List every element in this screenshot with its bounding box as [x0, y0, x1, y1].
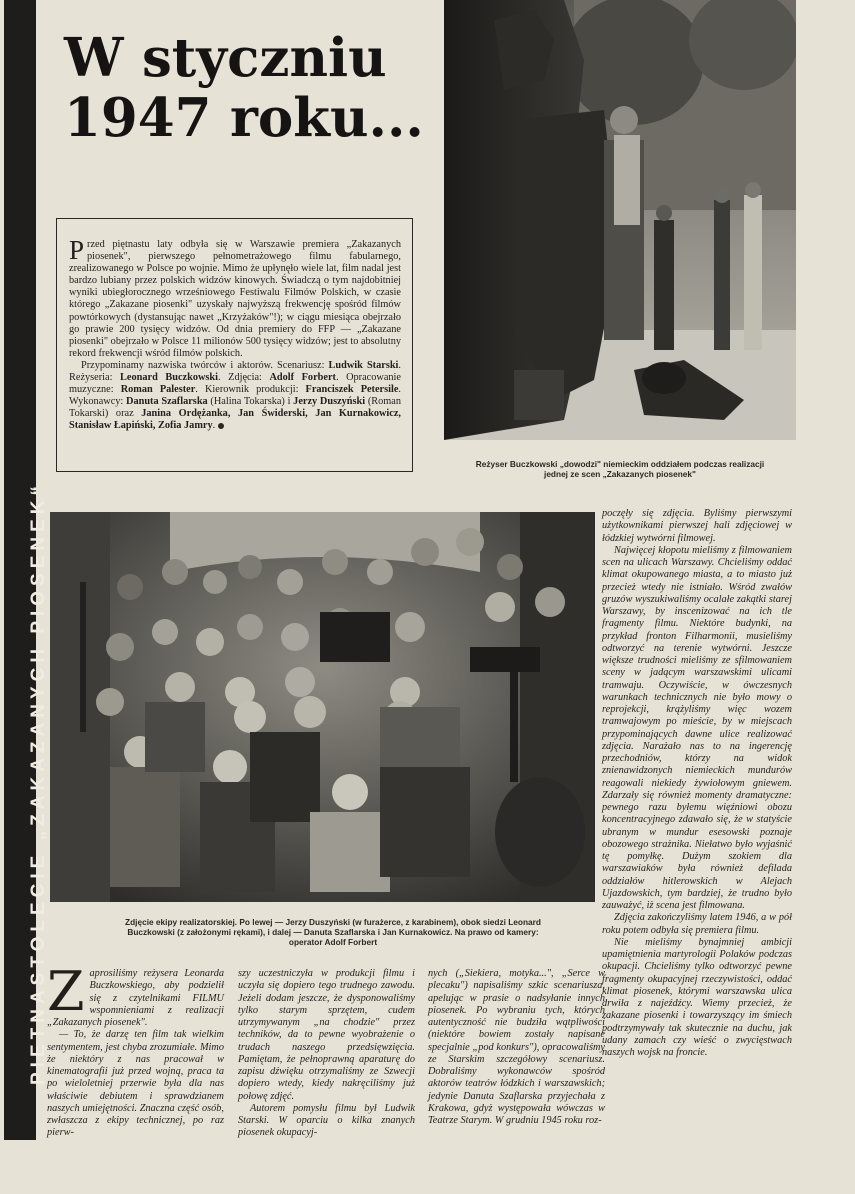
col-b2-p1: szy uczestniczyła w produkcji filmu i uczyła się dopiero tego trudnego zawodu. Jeżeli dodam jeszcze, że dysponowaliśmy tylko starym sprzętem, cudem utrzymywanym „na chodzie" przez techników, da to pewne wyobrażenie o trudach naszego przedsięwzięcia. Pamiętam, że pełnoprawną aparaturę do zapisu dźwięku otrzymaliśmy ze Szwecji dopiero wtedy, kiedy nakręciliśmy już połowę zdjęć. [238, 968, 415, 1102]
photo-film-crew-image [50, 512, 595, 902]
photo-director-soldiers-image [444, 0, 796, 440]
credit-music: Roman Palester [120, 384, 196, 396]
col-right-p2: Najwięcej kłopotu mieliśmy z filmowaniem scen na ulicach Warszawy. Chcieliśmy oddać klimat okupowanego miasta, a to miasto już przecież wtedy nie istniało. Wśród zwałów gruzów wyszukiwaliśmy ocalałe zakątki starej Warszawy, by inscenizować na ich tle fragmenty filmu. Niektóre budynki, na przykład fronton Filharmonii, musieliśmy odtworzyć na terenie wytwórni. Jeszcze większe trudności mieliśmy ze sfilmowaniem sceny w jadącym warszawskimi ulicami tramwaju. Oczywiście, w ówczesnych warunkach technicznych nie było mowy o reprojekcji, krążyliśmy więc wozem tramwajowym po mieście, by w miejscach przypominających dawne ulice realizować zdjęcia. Narażało nas to na ingerencję przechodniów, którzy na widok znienawidzonych niemieckich mundurów reagowali niekiedy żywiołowym gniewem. Zdarzały się również momenty dramatyczne: pewnego razu byłemu więźniowi obozu koncentracyjnego zdawało się, że w statyście ubranym w mundur esesowski poznaje obozowego strażnika. Niełatwo było wyjaśnić tę pomyłkę. Dużym szokiem dla warszawiaków była również defilada oddziałów hitlerowskich w Alejach Ujazdowskich, tym bardziej, że trudno było zauważyć, iż scena jest filmowana. [602, 544, 792, 911]
credit-label-photo: . Zdjęcia: [218, 372, 270, 384]
credit-cast-2-role: (Roman Tokarski) oraz [69, 396, 402, 420]
caption-crew-photo: Zdjęcie ekipy realizatorskiej. Po lewej — Jerzy Duszyński (w furażerce, z karabinem), obok siedzi Leonard Buczkowski (z założonymi rękami), i dalej — Danuta Szaflarska i Jan Kurnakowicz. Na prawo od kamery: operator Adolf Forbert [125, 917, 541, 947]
credits-end: . [212, 420, 216, 432]
col-right-p4: Nie mieliśmy bynajmniej ambicji upamiętnienia martyrologii Polaków podczas okupacji. Chcieliśmy tylko odtworzyć pewne fragmenty okupacyjnej rzeczywistości, oddać klimat piosenek, którymi warszawska ulica drwiła z najeźdźcy. Wiemy przecież, że zakazane piosenki i towarzyszący im śmiech podtrzymywały tak skutecznie na duchu, jak udany zamach czy wieść o zwycięstwach naszych wojsk na froncie. [602, 936, 792, 1058]
credit-cast-2: Jerzy Duszyński [293, 396, 366, 408]
caption-top-photo: Reżyser Buczkowski „dowodzi" niemieckim oddziałem podczas realizacji jednej ze scen „Zakazanych piosenek" [475, 459, 765, 479]
article-column-bottom-3 [428, 968, 605, 1127]
article-column-right [602, 508, 792, 1059]
article-column-bottom-2 [238, 968, 415, 1140]
headline-line-2: 1947 roku... [64, 87, 424, 149]
headline-line-1: W styczniu [64, 27, 387, 89]
article-column-bottom-1 [47, 960, 224, 1140]
credit-label-director: . Reżyseria: [69, 359, 401, 384]
credit-cast-rest: Janina Ordężanka, Jan Świderski, Jan Kurnakowicz, Stanisław Łapiński, Zofia Jamry [69, 408, 401, 432]
credit-screenplay: Ludwik Starski [328, 359, 399, 371]
intro-paragraph-2 [69, 360, 401, 433]
intro-box [56, 218, 413, 472]
headline [64, 28, 434, 148]
side-banner [4, 0, 49, 1140]
intro-text-1: rzed piętnastu laty odbyła się w Warszawie premiera „Zakazanych piosenek", pierwszego pełnometrażowego filmu fabularnego, zrealizowanego w Polsce po wojnie. Mimo że upłynęło wiele lat, film nadal jest bardzo lubiany przez polskich widzów kinowych. Świadczą o tym najdobitniej wyniki ubiegłorocznego wrześniowego Festiwalu Filmów Polskich, w czasie którego „Zakazane piosenki" uzyskały najwyższą frekwencję spośród filmów powtórkowych (dystansując nawet „Krzyżaków"!); w ciągu miesiąca obejrzało go prawie 200 tysięcy widzów. Od dnia premiery do FFP — „Zakazane piosenki" obejrzało w Polsce 11 milionów 500 tysięcy widzów; jest to absolutny rekord frekwencji wśród filmów polskich. [69, 239, 401, 359]
col-right-p1: poczęły się zdjęcia. Byliśmy pierwszymi użytkownikami pierwszej hali zdjęciowej w łódzkiej wytwórni filmowej. [602, 508, 792, 544]
credit-production: Franciszek Petersile [305, 384, 399, 396]
col-b1-p1-text: aprosiliśmy reżysera Leonarda Buczkowskiego, aby podzielił się z czytelnikami FILMU wspomnieniami z realizacji „Zakazanych piosenek". [47, 968, 224, 1028]
credits-intro: Przypominamy nazwiska twórców i aktorów. Scenariusz: [81, 359, 329, 371]
end-bullet-icon [218, 423, 224, 429]
article-dropcap: Z [47, 960, 85, 1023]
col-right-p3: Zdjęcia zakończyliśmy latem 1946, a w pół roku potem odbyła się premiera filmu. [602, 912, 792, 936]
credit-label-cast: . Wykonawcy: [69, 384, 401, 408]
col-b1-p1 [47, 960, 224, 1029]
credit-director: Leonard Buczkowski [120, 372, 219, 384]
col-b3-p1: nych („Siekiera, motyka...", „Serce w plecaku") napisaliśmy szkic scenariusza, apelując w prasie o nadsyłanie innych piosenek. Po wybraniu tych, których autentyczność nie budziła wątpliwości (niektóre bowiem zostały napisane specjalnie „pod konkurs"), opracowaliśmy ze Starskim szczegółowy scenariusz. Dobraliśmy wykonawców spośród aktorów teatrów łódzkich i warszawskich; jedynie Danuta Szaflarska przyjechała z Krakowa, gdyż występowała wówczas w Teatrze Starym. W grudniu 1945 roku roz- [428, 968, 605, 1126]
intro-paragraph-1 [69, 235, 401, 360]
credit-cast-1-role: (Halina Tokarska) i [207, 396, 294, 408]
credit-photo: Adolf Forbert [269, 372, 336, 384]
photo-film-crew [50, 512, 595, 902]
photo-director-soldiers [444, 0, 796, 440]
intro-dropcap: P [69, 235, 85, 265]
credit-label-music: . Opracowanie muzyczne: [69, 372, 401, 396]
side-banner-text: PIĘTNASTOLECIE „ZAKAZANYCH PIOSENEK“ [28, 480, 49, 1085]
credit-label-production: . Kierownik produkcji: [195, 384, 306, 396]
credit-cast-1: Danuta Szaflarska [126, 396, 208, 408]
col-b2-p2: Autorem pomysłu filmu był Ludwik Starski. W oparciu o kilka znanych piosenek okupacyj- [238, 1102, 415, 1139]
col-b1-p2: — To, że darzę ten film tak wielkim sentymentem, jest chyba zrozumiałe. Mimo że niektóry z nas pracował w kinematografii już przed wojną, praca ta po wieloletniej przerwie była dla nas właściwie debiutem i sprawdzianem naszych umiejętności. Znaczna część osób, zwłaszcza z ekipy technicznej, po raz pierw- [47, 1029, 224, 1139]
